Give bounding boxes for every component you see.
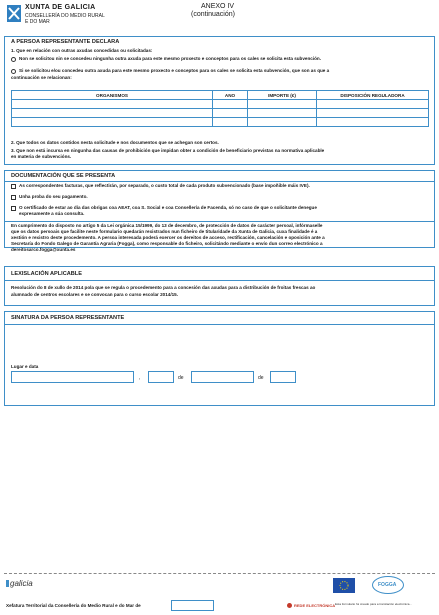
de-sep-1: de [178, 375, 184, 381]
col-organismos: ORGANISMOS [12, 91, 213, 100]
invoices-checkbox[interactable] [11, 184, 16, 189]
certificate-label: O certificado de estar ao día das obrigas coa AEAT, coa S. Social e coa Consellería de Facenda, só no caso de que o solicitante denegue [19, 205, 317, 210]
payment-proof-label: Unha proba do seu pagamento. [19, 194, 88, 199]
rede-note: Esta formulario foi creado para a tramitación electrónica... [335, 602, 412, 606]
col-disposicion: DISPOSICIÓN REGULADORA [317, 91, 429, 100]
radio-other-aid-label: Si se solicitou e/ou concedeu outra axuda para este mesmo proxecto e conceptos para os cales se solicita esta subvención, que son as que a [19, 68, 330, 73]
cell-input[interactable] [12, 118, 213, 127]
cell-input[interactable] [248, 100, 317, 109]
aid-table [11, 90, 429, 127]
footer-divider [4, 573, 435, 574]
cell-input[interactable] [12, 100, 213, 109]
annex-title: ANEXO IV [201, 3, 235, 10]
eu-flag-icon [333, 578, 355, 593]
signature-divider [4, 324, 435, 325]
table-row [12, 100, 429, 109]
radio-no-other-aid-label: Non se solicitou nin se concedeu ningunha outra axuda para este mesmo proxecto e conceptos para os cales se solicita esta subvención. [19, 56, 322, 61]
day-input[interactable] [148, 371, 174, 383]
legislation-divider [4, 280, 435, 281]
rede-logo-icon [287, 603, 292, 608]
radio-other-aid-label-cont: continuación se relacionan: [11, 75, 72, 80]
invoices-label: As correspondentes facturas, que reflectirán, por separado, o custo total de cada produto subvencionado (base impoñible máis IVE). [19, 183, 310, 188]
col-importe: IMPORTE (€) [248, 91, 317, 100]
cell-input[interactable] [248, 118, 317, 127]
certificate-label-cont: expresamente a súa consulta. [19, 211, 85, 216]
cell-input[interactable] [317, 109, 429, 118]
cell-input[interactable] [213, 109, 248, 118]
cell-input[interactable] [317, 100, 429, 109]
dept-line2: E DO MAR [25, 19, 50, 25]
cell-input[interactable] [213, 118, 248, 127]
place-date-label: Lugar e data [11, 364, 39, 369]
radio-other-aid[interactable] [11, 69, 16, 74]
cell-input[interactable] [317, 118, 429, 127]
privacy-divider [4, 221, 435, 222]
month-input[interactable] [191, 371, 254, 383]
year-input[interactable] [270, 371, 296, 383]
signature-box [4, 311, 435, 406]
galicia-logo: galicia [10, 579, 33, 588]
declaration-title: A PERSOA REPRESENTANTE DECLARA [11, 39, 120, 45]
privacy-text-2: que os datos persoais que facilite neste formulario quedarán rexistrados nun ficheiro de titularidade da Xunta de Galicia, cuxa finalidade é a [11, 229, 318, 234]
declaration-q3: 3. Que non está incursa en ningunha das causas de prohibición que impidan obter a condición de beneficiario previstas na normativa aplicable [11, 148, 325, 153]
fogga-label: FOGGA [378, 582, 397, 588]
signature-title: SINATURA DA PERSOA REPRESENTANTE [11, 315, 125, 321]
recipient-label: Xefatura Territorial da Consellería do Medio Rural e do Mar de [6, 603, 141, 608]
legislation-text-1: Resolución do 8 de xullo de 2014 pola que se regula o procedemento para a concesión das axudas para a distribución de froitas frescas ao [11, 285, 316, 290]
dept-line1: CONSELLERÍA DO MEDIO RURAL [25, 13, 105, 19]
certificate-checkbox[interactable] [11, 206, 16, 211]
recipient-input[interactable] [171, 600, 214, 611]
sec-divider [4, 181, 435, 182]
table-row [12, 109, 429, 118]
place-input[interactable] [11, 371, 134, 383]
privacy-email-link[interactable]: dereitosarco.fogga@xunta.es [11, 247, 76, 252]
cell-input[interactable] [12, 109, 213, 118]
rede-label: REDE ELECTRÓNICA [294, 603, 336, 608]
declaration-q3-cont: en materia de subvencións. [11, 154, 72, 159]
cell-input[interactable] [213, 100, 248, 109]
legislation-text-2: alumnado de centros escolares e se convocan para o curso escolar 2014/15. [11, 292, 178, 297]
aid-table-header [12, 91, 429, 100]
privacy-text-4: Secretaría do Fondo Galego de Garantía Agraria (Fogga), como responsable do ficheiro, solicitándo mediante o envío dun correo electrónico a [11, 241, 323, 246]
org-name: XUNTA DE GALICIA [25, 4, 96, 11]
privacy-text-1: En cumprimento do disposto no artigo 5 da Lei orgánica 15/1999, do 13 de decembro, de protección de datos de carácter persoal, infórmaselle [11, 223, 323, 228]
payment-proof-checkbox[interactable] [11, 195, 16, 200]
radio-no-other-aid[interactable] [11, 57, 16, 62]
declaration-q1: 1. Que en relación con outras axudas concedidas ou solicitadas: [11, 48, 153, 53]
comma-sep: , [139, 375, 141, 381]
privacy-text-3: xestión e rexistro deste procedemento. A persoa interesada poderá exercer os dereitos de acceso, rectificación, cancelación e oposición ante a [11, 235, 325, 240]
annex-subtitle: (continuación) [191, 11, 235, 18]
declaration-q2: 2. Que todos os datos contidos nesta solicitude e nos documentos que se achegan son certos. [11, 140, 219, 145]
table-row [12, 118, 429, 127]
xunta-logo [7, 5, 21, 22]
col-ano: ANO [213, 91, 248, 100]
legislation-title: LEXISLACIÓN APLICABLE [11, 271, 82, 277]
galicia-logo-icon [6, 580, 9, 587]
cell-input[interactable] [248, 109, 317, 118]
documentation-title: DOCUMENTACIÓN QUE SE PRESENTA [11, 173, 116, 179]
de-sep-2: de [258, 375, 264, 381]
